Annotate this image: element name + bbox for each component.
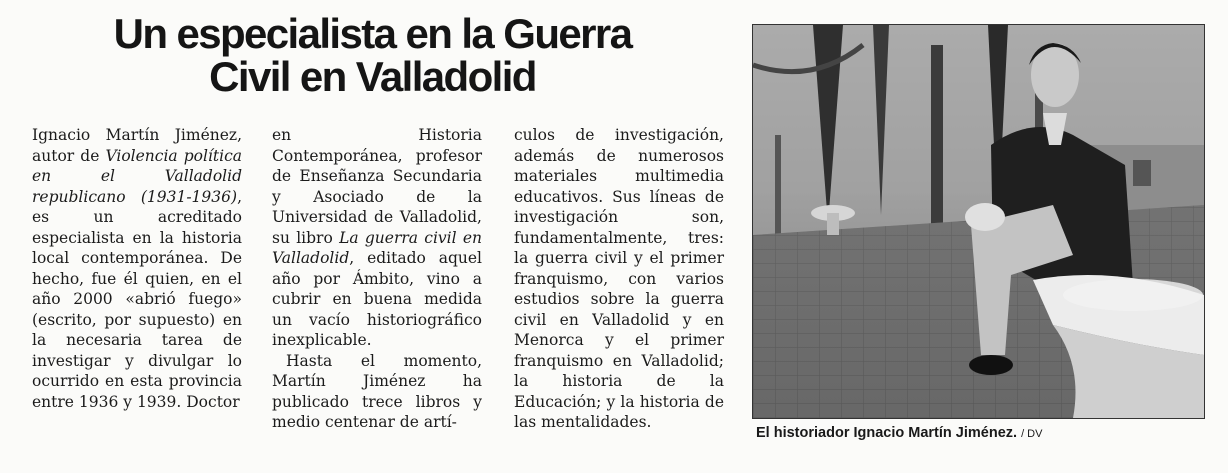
photo-caption bbox=[756, 425, 1042, 441]
paragraph: Hasta el momento, Martín Jiménez ha publicado trece libros y medio centenar de artí- bbox=[272, 351, 482, 431]
headline-line-2: Civil en Valladolid bbox=[209, 53, 536, 100]
photo-illustration bbox=[753, 25, 1204, 418]
photo-credit: / DV bbox=[1021, 428, 1043, 440]
paragraph bbox=[32, 125, 242, 412]
headline-line-1: Un especialista en la Guerra bbox=[113, 10, 632, 57]
paragraph: culos de investigación, además de numerosos materiales multimedia educativos. Sus líneas de investigación son, fundamentalmente, tres: la guerra civil y el primer franquismo, con varios estudios sobre la guerra civil en Valladolid y en Menorca y el primer franquismo en Valladolid; la historia de la Educación; y la historia de las mentalidades. bbox=[514, 126, 724, 431]
body-text: , es un acreditado especialista en la historia local contemporánea. De hecho, fue él quien, en el año 2000 «abrió fuego» (escrito, por supuesto) en la necesaria tarea de investigar y divulgar lo ocurrido en esta provincia entre 1936 y 1939. Doctor bbox=[32, 187, 242, 411]
book-title: Violencia política en el Valladolid republicano (1931-1936) bbox=[32, 146, 242, 206]
article-column-2 bbox=[272, 125, 482, 433]
article-column-3 bbox=[514, 125, 724, 433]
paragraph bbox=[272, 125, 482, 351]
book-title: La guerra civil en Valladolid bbox=[272, 228, 483, 267]
caption-text: El historiador Ignacio Martín Jiménez. bbox=[756, 425, 1018, 441]
body-text: , editado aquel año por Ámbito, vino a cubrir en buena medida un vacío historiográfico inexplicable. bbox=[272, 249, 482, 349]
body-text: en Historia Contemporánea, profesor de Enseñanza Secundaria y Asociado de la Universidad de Valladolid, su libro bbox=[272, 126, 482, 247]
historian-photo bbox=[752, 24, 1205, 419]
body-text: Ignacio Martín Jiménez, autor de bbox=[32, 126, 242, 165]
headline bbox=[0, 12, 745, 98]
article-column-1 bbox=[32, 125, 242, 412]
